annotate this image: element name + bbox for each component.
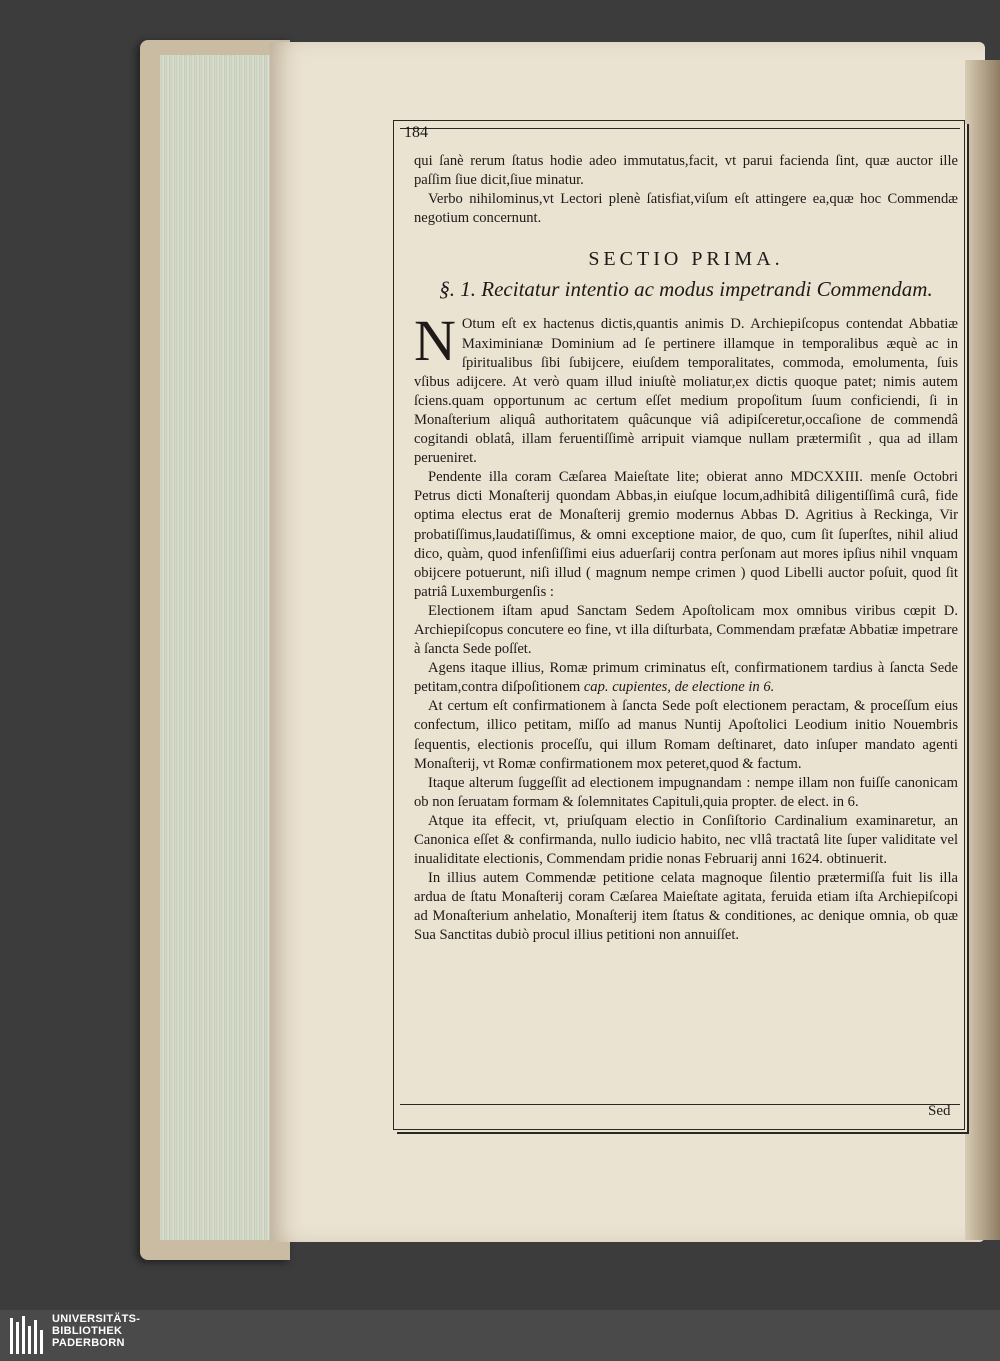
body-paragraph <box>414 659 958 697</box>
section-heading: SECTIO PRIMA. <box>588 248 784 271</box>
logo-line: BIBLIOTHEK <box>52 1325 123 1337</box>
top-rule <box>400 128 960 129</box>
intro-paragraph: Verbo nihilominus,vt Lectori plenè ſatisfiat,viſum eſt attingere ea,quæ hoc Commendæ negotium concernunt. <box>414 191 958 227</box>
body-paragraph: At certum eſt confirmationem à ſancta Sede poſt electionem peractam, & proceſſum eius confectum, illico petitam, miſſo ad manus Nuntij Apoſtolici Leodium initio Nouembris ſequentis, electionis proceſſu, qui illum Romam deſtinaret, dato inſuper mandato agenti Monaſterij, vt Romæ confirmationem mox peteret,quod & factum. <box>414 698 958 772</box>
body-paragraph: Atque ita effecit, vt, priuſquam electio in Conſiſtorio Cardinalium examinaretur, an Canonica eſſet & confirmanda, nullo iudicio habito, nec vllâ tractatâ lite ſuper validitate vel inualiditate electionis, Commendam pridie nonas Februarij anni 1624. obtinuerit. <box>414 812 958 868</box>
next-page-edge <box>965 60 1000 1240</box>
footer-bar <box>0 1310 1000 1361</box>
body-paragraph: Pendente illa coram Cæſarea Maieſtate lite; obierat anno MDCXXIII. menſe Octobri Petrus dicti Monaſterij quondam Abbas,in eiuſque locum,adhibitâ diligentiſſimâ curâ, fide optima electus erat de Monaſterij gremio modernus Abbas D. Agritius à Reckinga, Vir probatiſſimus,laudatiſſimus, & omni exceptione maior, de quo, cum ſit ſuperſtes, nihil aliud dico, quàm, quod infenſiſſimi eius aduerſarij contra perſonam aut mores ipſius nihil vnquam obijcere potuerunt, niſi illud ( magnum nempe crimen ) quod Libelli auctor poſuit, quod ſit patriâ Luxemburgenſis : <box>414 469 958 600</box>
page-number: 184 <box>404 124 428 141</box>
drop-cap: N <box>414 308 456 374</box>
body-paragraph: Itaque alterum ſuggeſſit ad electionem impugnandam : nempe illam non fuiſſe canonicam ob non ſeruatam formam & ſolemnitates Capituli,quia propter. de elect. in 6. <box>414 774 958 810</box>
body-paragraph: Electionem iſtam apud Sanctam Sedem Apoſtolicam mox omnibus viribus cœpit D. Archiepiſcopus concutere eo fine, vt illa diſturbata, Commendam præfatæ Abbatiæ impetrare à ſancta Sede poſſet. <box>414 602 958 658</box>
library-logo-text <box>52 1313 140 1349</box>
catchword: Sed <box>928 1103 951 1119</box>
page-edges <box>160 55 272 1240</box>
first-paragraph <box>414 308 958 468</box>
page-text <box>414 152 958 946</box>
library-logo-icon <box>8 1314 48 1358</box>
logo-line: UNIVERSITÄTS- <box>52 1313 141 1325</box>
bottom-rule <box>400 1104 960 1105</box>
body-paragraph-text: Agens itaque illius, Romæ primum criminatus eſt, confirmationem tardius à ſancta Sede petitam,contra diſpoſitionem <box>414 660 958 696</box>
citation: cap. cupientes, de electione in 6. <box>583 679 775 696</box>
section-subtitle: §. 1. Recitatur intentio ac modus impetrandi Commendam. <box>439 277 933 302</box>
first-paragraph-text: Otum eſt ex hactenus dictis,quantis animis D. Archiepiſcopus contendat Abbatiæ Maximinianæ Dominium ad ſe pertinere illamque in temporalibus æquè ac in ſpiritualibus ſibi ſubijcere, eiuſdem temporalitates, commoda, emolumenta, ſuis vſibus adijcere. At verò quam illud iniuſtè moliatur,ex dictis quoque patet; nimis autem ſciens.quam opportunum ac certum eſſet medium propoſitum ſuum conficiendi, ſi in Monaſterium aliquâ authoritatem quâcunque viâ adipiſceretur,occaſione de commendâ cogitandi oblatâ, illam feruentiſſimè arripuit viamque nullam prætermiſit , qua ad illam perueniret. <box>414 316 958 467</box>
intro-paragraph: qui ſanè rerum ſtatus hodie adeo immutatus,facit, vt parui facienda ſint, quæ auctor ille paſſim ſiue dicit,ſiue minatur. <box>414 153 958 189</box>
logo-line: PADERBORN <box>52 1337 125 1349</box>
body-paragraph: In illius autem Commendæ petitione celata magnoque ſilentio prætermiſſa fuit lis illa ardua de ſtatu Monaſterij coram Cæſarea Maieſtate agitata, feruida etiam iſta Archiepiſcopi ad Monaſterium anhelatio, Monaſterij item ſtatus & conditiones, ac denique omnia, ob quæ Sua Sanctitas dubiò procul illius petitioni non annuiſſet. <box>414 870 958 944</box>
